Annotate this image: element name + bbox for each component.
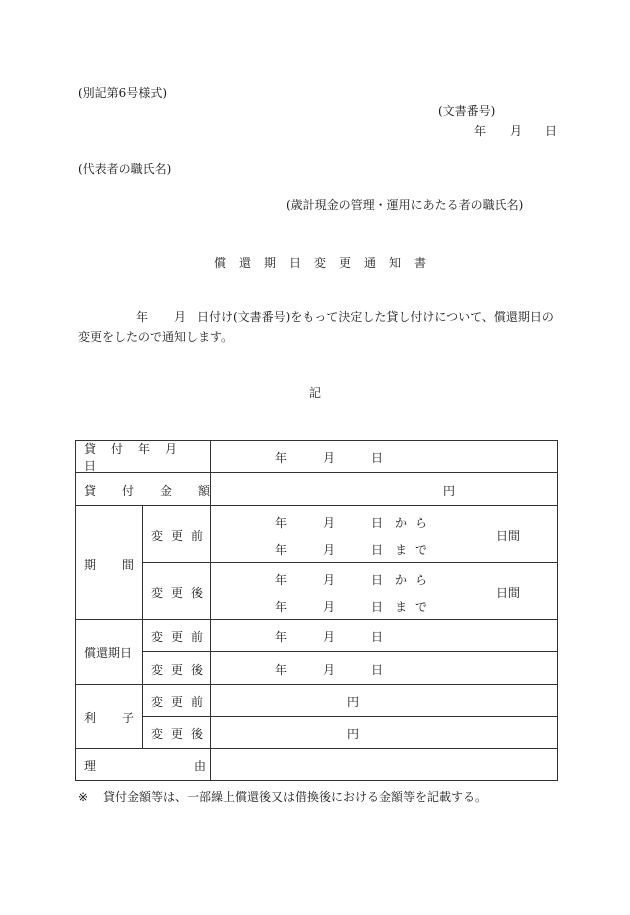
document-number: (文書番号) [438, 104, 496, 118]
body-month: 月 [174, 310, 187, 324]
interest-after-label: 変更後 [151, 727, 212, 741]
loan-date-value-cell [211, 441, 558, 473]
body-line2: 変更をしたので通知します。 [78, 330, 234, 344]
period-before-until: まで [395, 543, 436, 557]
loan-amount-label-cell [76, 473, 237, 506]
repay-after-month: 月 [323, 663, 336, 677]
date-year: 年 [474, 124, 487, 138]
period-after-days: 日間 [496, 586, 521, 600]
loan-amount-label: 貸付金額 [84, 484, 237, 498]
period-before-label-cell [143, 506, 211, 563]
period-after-from-year: 年 [275, 573, 288, 587]
period-after-to-year: 年 [275, 600, 288, 614]
repay-after-label-cell [143, 652, 211, 685]
addressee: (代表者の職氏名) [78, 162, 172, 176]
reason-value-cell [211, 749, 558, 781]
repay-after-day: 日 [371, 663, 384, 677]
period-before-to-day: 日 [371, 543, 384, 557]
table-row-repay-before [76, 620, 558, 652]
date-day: 日 [545, 124, 558, 138]
note-text: 貸付金額等は、一部繰上償還後又は借換後における金額等を記載する。 [103, 790, 488, 804]
reason-label-cell [76, 749, 305, 781]
period-after-until: まで [395, 600, 436, 614]
interest-before-label-cell [143, 685, 211, 717]
table-row-period-before [76, 506, 558, 563]
period-before-from-month: 月 [323, 516, 336, 530]
interest-after-yen: 円 [347, 727, 360, 741]
loan-date-day: 日 [371, 451, 384, 465]
table-row-interest-after [76, 717, 558, 749]
repay-after-value-cell [211, 652, 558, 685]
interest-before-yen: 円 [347, 695, 360, 709]
table-row-loan-amount [76, 473, 558, 506]
repay-before-label: 変更前 [151, 630, 212, 644]
period-before-from-day: 日 [371, 516, 384, 530]
repay-before-month: 月 [323, 630, 336, 644]
interest-before-value-cell [211, 685, 558, 717]
repay-before-day: 日 [371, 630, 384, 644]
form-label: (別記第6号様式) [78, 86, 167, 100]
period-before-days: 日間 [496, 529, 521, 543]
interest-label-cell [76, 685, 161, 749]
period-after-label: 変更後 [151, 586, 212, 600]
interest-after-value-cell [211, 717, 558, 749]
date-month: 月 [510, 124, 523, 138]
detail-table [75, 440, 558, 781]
loan-date-year: 年 [275, 451, 288, 465]
table-row-reason [76, 749, 558, 781]
period-after-label-cell [143, 563, 211, 620]
period-before-from-year: 年 [275, 516, 288, 530]
period-after-to-month: 月 [323, 600, 336, 614]
period-before-to-month: 月 [323, 543, 336, 557]
repay-after-label: 変更後 [151, 663, 212, 677]
interest-label: 利子 [84, 711, 161, 725]
loan-date-label-cell [76, 441, 211, 473]
period-after-to-day: 日 [371, 600, 384, 614]
period-label: 期間 [84, 558, 161, 572]
document-title: 償還期日変更通知書 [214, 256, 440, 270]
period-after-from: から [395, 573, 436, 587]
body-year: 年 [136, 310, 149, 324]
sender: (歳計現金の管理・運用にあたる者の職氏名) [286, 198, 524, 212]
period-before-value-cell [211, 506, 558, 563]
period-after-from-day: 日 [371, 573, 384, 587]
repay-date-label-cell [76, 620, 143, 685]
ki-mark: 記 [309, 386, 322, 400]
period-label-cell [76, 506, 161, 620]
loan-amount-value-cell [211, 473, 558, 506]
loan-date-label [76, 441, 210, 472]
body-line1: 日付け(文書番号)をもって決定した貸し付けについて、償還期日の [197, 310, 554, 324]
repay-before-year: 年 [275, 630, 288, 644]
period-before-to-year: 年 [275, 543, 288, 557]
loan-amount-yen: 円 [443, 484, 456, 498]
interest-before-label: 変更前 [151, 695, 212, 709]
table-row-period-after [76, 563, 558, 620]
repay-date-label: 償還期日 [84, 646, 133, 660]
repay-before-value-cell [211, 620, 558, 652]
note-mark: ※ [78, 790, 89, 804]
loan-date-label-text: 貸付年月日 [84, 441, 193, 473]
table-row-repay-after [76, 652, 558, 685]
loan-date-month: 月 [323, 451, 336, 465]
repay-after-year: 年 [275, 663, 288, 677]
table-row-interest-before [76, 685, 558, 717]
table-row-loan-date [76, 441, 558, 473]
period-before-label: 変更前 [151, 529, 212, 543]
period-after-from-month: 月 [323, 573, 336, 587]
repay-before-label-cell [143, 620, 211, 652]
period-before-from: から [395, 516, 436, 530]
interest-after-label-cell [143, 717, 211, 749]
period-after-value-cell [211, 563, 558, 620]
reason-label: 理由 [84, 759, 305, 773]
